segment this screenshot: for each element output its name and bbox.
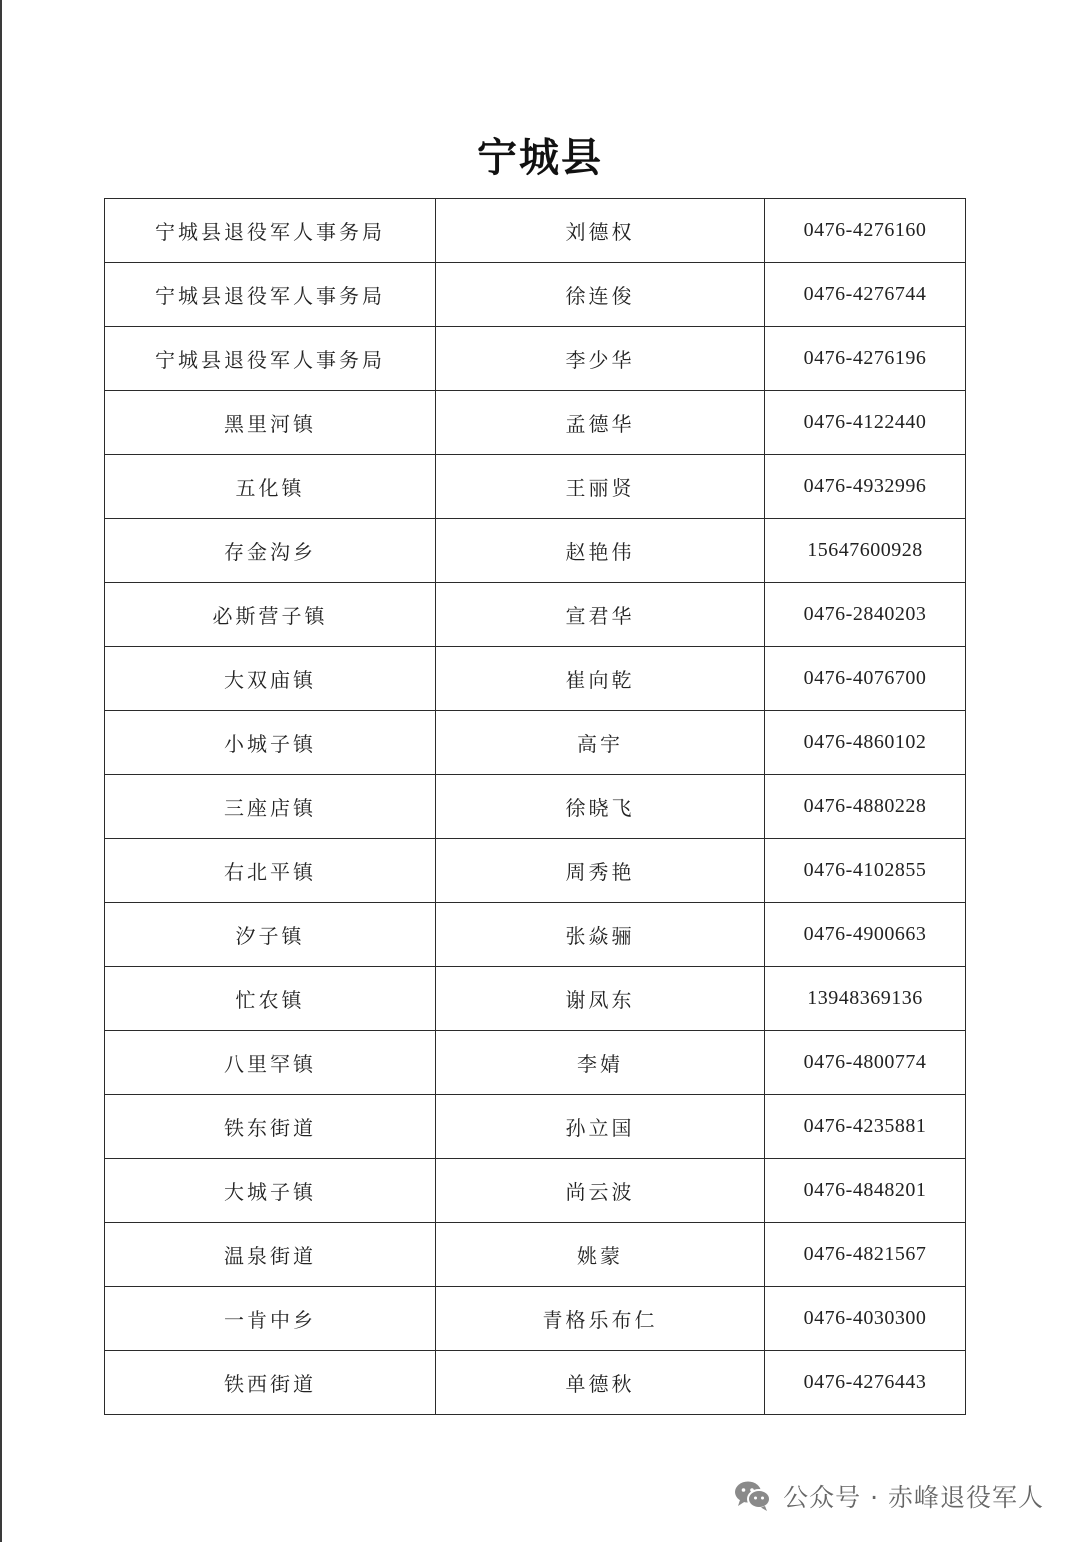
table-row xyxy=(105,327,966,391)
phone-cell: 0476-4276744 xyxy=(765,263,966,327)
phone-cell: 0476-4276443 xyxy=(765,1351,966,1415)
contact-table xyxy=(104,198,966,1415)
table-row xyxy=(105,1287,966,1351)
unit-cell: 汐子镇 xyxy=(105,903,436,967)
watermark xyxy=(733,1478,1044,1514)
unit-cell: 八里罕镇 xyxy=(105,1031,436,1095)
phone-cell: 15647600928 xyxy=(765,519,966,583)
table-row xyxy=(105,263,966,327)
phone-cell: 0476-4030300 xyxy=(765,1287,966,1351)
unit-cell: 铁西街道 xyxy=(105,1351,436,1415)
name-cell: 青格乐布仁 xyxy=(436,1287,765,1351)
phone-cell: 0476-4900663 xyxy=(765,903,966,967)
name-cell: 李少华 xyxy=(436,327,765,391)
name-cell: 单德秋 xyxy=(436,1351,765,1415)
table-row xyxy=(105,199,966,263)
phone-cell: 0476-4821567 xyxy=(765,1223,966,1287)
unit-cell: 忙农镇 xyxy=(105,967,436,1031)
name-cell: 孟德华 xyxy=(436,391,765,455)
phone-cell: 0476-4235881 xyxy=(765,1095,966,1159)
page-edge xyxy=(0,0,2,1542)
contact-table-body xyxy=(105,199,966,1415)
name-cell: 尚云波 xyxy=(436,1159,765,1223)
table-row xyxy=(105,1031,966,1095)
table-row xyxy=(105,1223,966,1287)
name-cell: 王丽贤 xyxy=(436,455,765,519)
unit-cell: 一肯中乡 xyxy=(105,1287,436,1351)
name-cell: 周秀艳 xyxy=(436,839,765,903)
phone-cell: 0476-4800774 xyxy=(765,1031,966,1095)
table-row xyxy=(105,455,966,519)
unit-cell: 宁城县退役军人事务局 xyxy=(105,199,436,263)
name-cell: 刘德权 xyxy=(436,199,765,263)
phone-cell: 0476-4102855 xyxy=(765,839,966,903)
unit-cell: 大城子镇 xyxy=(105,1159,436,1223)
phone-cell: 0476-4276196 xyxy=(765,327,966,391)
wechat-icon xyxy=(733,1479,773,1513)
name-cell: 谢凤东 xyxy=(436,967,765,1031)
phone-cell: 0476-2840203 xyxy=(765,583,966,647)
phone-cell: 0476-4276160 xyxy=(765,199,966,263)
name-cell: 赵艳伟 xyxy=(436,519,765,583)
unit-cell: 温泉街道 xyxy=(105,1223,436,1287)
name-cell: 张焱骊 xyxy=(436,903,765,967)
table-row xyxy=(105,647,966,711)
table-row xyxy=(105,391,966,455)
table-row xyxy=(105,519,966,583)
table-row xyxy=(105,1351,966,1415)
unit-cell: 必斯营子镇 xyxy=(105,583,436,647)
phone-cell: 0476-4860102 xyxy=(765,711,966,775)
page-title: 宁城县 xyxy=(477,135,603,181)
phone-cell: 0476-4122440 xyxy=(765,391,966,455)
watermark-text: 公众号 · 赤峰退役军人 xyxy=(783,1483,1044,1512)
table-row xyxy=(105,583,966,647)
unit-cell: 存金沟乡 xyxy=(105,519,436,583)
table-row xyxy=(105,903,966,967)
table-row xyxy=(105,1159,966,1223)
table-row xyxy=(105,839,966,903)
phone-cell: 0476-4848201 xyxy=(765,1159,966,1223)
phone-cell: 13948369136 xyxy=(765,967,966,1031)
name-cell: 高宇 xyxy=(436,711,765,775)
name-cell: 姚蒙 xyxy=(436,1223,765,1287)
phone-cell: 0476-4076700 xyxy=(765,647,966,711)
unit-cell: 大双庙镇 xyxy=(105,647,436,711)
unit-cell: 黑里河镇 xyxy=(105,391,436,455)
table-row xyxy=(105,1095,966,1159)
table-row xyxy=(105,967,966,1031)
unit-cell: 宁城县退役军人事务局 xyxy=(105,263,436,327)
unit-cell: 宁城县退役军人事务局 xyxy=(105,327,436,391)
unit-cell: 三座店镇 xyxy=(105,775,436,839)
name-cell: 孙立国 xyxy=(436,1095,765,1159)
unit-cell: 小城子镇 xyxy=(105,711,436,775)
unit-cell: 右北平镇 xyxy=(105,839,436,903)
unit-cell: 铁东街道 xyxy=(105,1095,436,1159)
name-cell: 李婧 xyxy=(436,1031,765,1095)
table-row xyxy=(105,775,966,839)
unit-cell: 五化镇 xyxy=(105,455,436,519)
name-cell: 徐晓飞 xyxy=(436,775,765,839)
phone-cell: 0476-4880228 xyxy=(765,775,966,839)
name-cell: 崔向乾 xyxy=(436,647,765,711)
phone-cell: 0476-4932996 xyxy=(765,455,966,519)
table-row xyxy=(105,711,966,775)
name-cell: 宣君华 xyxy=(436,583,765,647)
name-cell: 徐连俊 xyxy=(436,263,765,327)
